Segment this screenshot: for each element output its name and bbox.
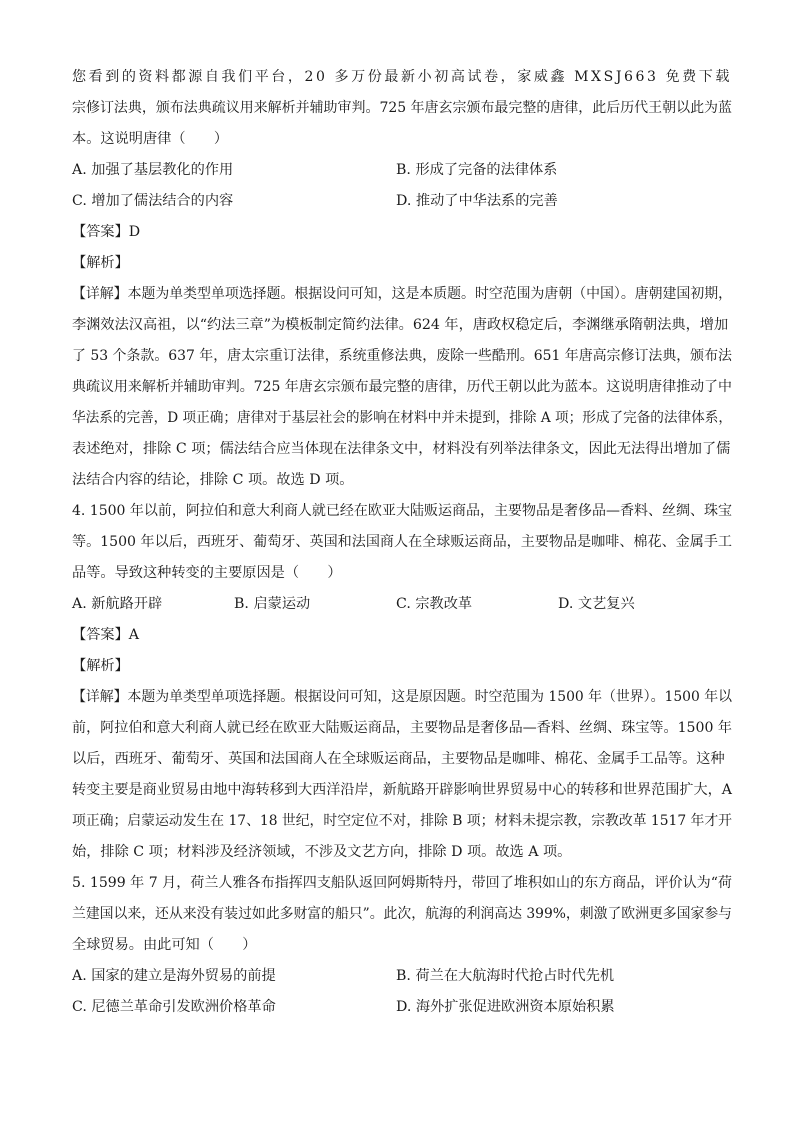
q4-option-a: A. 新航路开辟: [72, 596, 163, 612]
q5-options-row-2: [72, 992, 732, 1023]
q3-detail-line-6: 表述绝对，排除 C 项；儒法结合应当体现在法律条文中，材料没有列举法律条文，因此无法得出增加了儒: [72, 441, 731, 457]
q4-option-d: D. 文艺复兴: [558, 596, 635, 612]
q3-stem-line-2: 本。这说明唐律（ ）: [72, 131, 229, 147]
q3-option-c: C. 增加了儒法结合的内容: [72, 193, 234, 209]
q4-detail-line-6: 始，排除 C 项；材料涉及经济领域，不涉及文艺方向，排除 D 项。故选 A 项。: [72, 844, 572, 860]
q5-stem-line-2: 兰建国以来，还从来没有装过如此多财富的船只”。此次，航海的利润高达 399%，刺激了欧洲更多国家参与: [72, 906, 732, 922]
q4-stem-line-3: 品等。导致这种转变的主要原因是（ ）: [72, 565, 342, 581]
q3-option-a: A. 加强了基层教化的作用: [72, 162, 234, 178]
q4-option-c: C. 宗教改革: [396, 596, 473, 612]
header-text: 您看到的资料都源自我们平台，20 多万份最新小初高试卷，家威鑫 MXSJ663 免费下载: [72, 69, 732, 85]
q3-detail-line-4: 典疏议用来解析并辅助审判。725 年唐玄宗颁布最完整的唐律，历代王朝以此为蓝本。这说明唐律推动了中: [72, 379, 732, 395]
q5-options-row-1: [72, 961, 732, 992]
q3-detail-line-1: 【详解】本题为单类型单项选择题。根据设问可知，这是本质题。时空范围为唐朝（中国）。唐朝建国初期，: [72, 286, 732, 302]
q5-option-a: A. 国家的建立是海外贸易的前提: [72, 968, 276, 984]
q4-detail-line-4: 转变主要是商业贸易由地中海转移到大西洋沿岸，新航路开辟影响世界贸易中心的转移和世界范围扩大，A: [72, 782, 732, 798]
q3-detail-line-3: 了 53 个条款。637 年，唐太宗重订法律，系统重修法典，废除一些酷刑。651 年唐高宗修订法典，颁布法: [72, 348, 732, 364]
q5-option-d: D. 海外扩张促进欧洲资本原始积累: [396, 999, 615, 1015]
q4-detail-line-3: 以后，西班牙、葡萄牙、英国和法国商人在全球贩运商品，主要物品是咖啡、棉花、金属手工品等。这种: [72, 751, 725, 767]
q4-detail-line-2: 前，阿拉伯和意大利商人就已经在欧亚大陆贩运商品，主要物品是奢侈品—香料、丝绸、珠宝等。1500 年: [72, 720, 732, 736]
q4-analysis-heading: 【解析】: [72, 658, 129, 674]
q4-detail-line-5: 项正确；启蒙运动发生在 17、18 世纪，时空定位不对，排除 B 项；材料未提宗教，宗教改革 1517 年才开: [72, 813, 732, 829]
q4-option-b: B. 启蒙运动: [234, 596, 311, 612]
q4-options-row: [72, 589, 732, 620]
q5-option-b: B. 荷兰在大航海时代抢占时代先机: [396, 968, 615, 984]
q5-stem-line-3: 全球贸易。由此可知（ ）: [72, 937, 257, 953]
watermark-header: [72, 62, 732, 93]
q5-option-c: C. 尼德兰革命引发欧洲价格革命: [72, 999, 276, 1015]
q3-option-d: D. 推动了中华法系的完善: [396, 193, 558, 209]
q3-answer: 【答案】D: [72, 224, 141, 240]
q5-stem-line-1: 5. 1599 年 7 月，荷兰人雅各布指挥四支船队返回阿姆斯特丹，带回了堆积如山的东方商品，评价认为“荷: [72, 875, 732, 891]
q3-option-b: B. 形成了完备的法律体系: [396, 162, 558, 178]
q4-detail-line-1: 【详解】本题为单类型单项选择题。根据设问可知，这是原因题。时空范围为 1500 年（世界）。1500 年以: [72, 689, 732, 705]
q3-analysis-heading: 【解析】: [72, 255, 129, 271]
q3-options-row-1: [72, 155, 732, 186]
q4-stem-line-2: 等。1500 年以后，西班牙、葡萄牙、英国和法国商人在全球贩运商品，主要物品是咖啡、棉花、金属手工: [72, 534, 732, 550]
q3-options-row-2: [72, 186, 732, 217]
q3-stem-line-1: 宗修订法典，颁布法典疏议用来解析并辅助审判。725 年唐玄宗颁布最完整的唐律，此后历代王朝以此为蓝: [72, 100, 732, 116]
q3-detail-line-5: 华法系的完善，D 项正确；唐律对于基层社会的影响在材料中并未提到，排除 A 项；形成了完备的法律体系，: [72, 410, 732, 426]
q3-detail-line-2: 李渊效法汉高祖，以“约法三章”为模板制定简约法律。624 年，唐政权稳定后，李渊继承隋朝法典，增加: [72, 317, 729, 333]
q4-answer: 【答案】A: [72, 627, 139, 643]
q4-stem-line-1: 4. 1500 年以前，阿拉伯和意大利商人就已经在欧亚大陆贩运商品，主要物品是奢侈品—香料、丝绸、珠宝: [72, 503, 732, 519]
q3-detail-line-7: 法结合内容的结论，排除 C 项。故选 D 项。: [72, 472, 354, 488]
document-page: [72, 62, 732, 1023]
